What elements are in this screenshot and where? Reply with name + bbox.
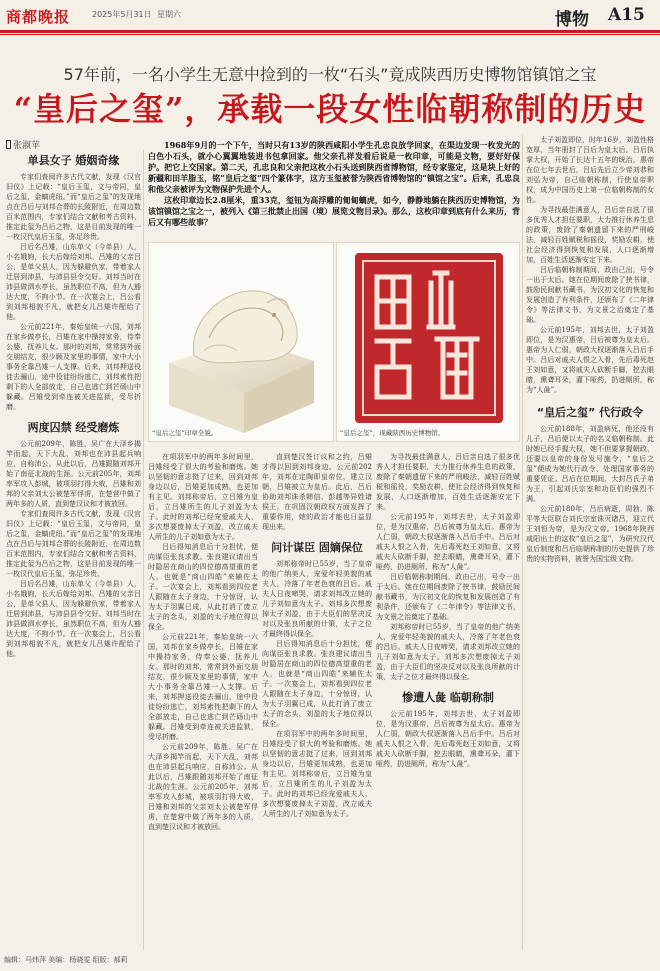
section-title-3: 问计谋臣 固嫡保位 bbox=[271, 541, 363, 554]
col5-paragraph-1: 太子刘盈即位，时年16岁，刘盈性格宽厚，当年册封了吕后为皇太后。吕后执掌大权，开始了长达十五年的统治，惠帝在位七年去世后，吕后先后立少帝刘恭和刘弘为帝，自己临朝称制，行使皇帝职权，成为中国历史上第一位临朝称制的女性。 bbox=[526, 136, 654, 204]
col5-paragraph-6: 公元前180年，吕后病逝，周勃、陈平等大臣联合刘氏宗室诛灭诸吕，迎立代王刘恒为帝，是为汉文帝。1968年陕西咸阳出土的这枚“皇后之玺”，为研究汉代皇后制度和吕后临朝称制的历史提供了珍贵的实物资料，被誉为国宝级文物。 bbox=[526, 505, 654, 563]
masthead-rule bbox=[0, 30, 660, 33]
col3-paragraph-1: 直到楚汉签订议和之约，吕雉才得以回到刘邦身边。公元前202年，刘邦在定陶即皇帝位，建立汉朝，吕雉被立为皇后。此后，吕后协助刘邦诛杀韩信、彭越等异姓诸侯王，在巩固汉朝政权方面发挥了重要作用，她的政治才能也日益显现出来。 bbox=[262, 453, 372, 531]
col5-paragraph-5: 公元前188年，刘盈病死，他还没有儿子，吕后便以太子的名义临朝称制。此时她已经手握大权，她不但要掌握朝政，还要以皇帝的身份发号施令，“皇后之玺”便成为她代行政令、处理国家事务的重要凭证。吕后在位期间，大封吕氏子弟为王，引起刘氏宗室和功臣们的强烈不满。 bbox=[526, 425, 654, 503]
column-3 bbox=[262, 452, 372, 950]
column-2 bbox=[148, 452, 258, 950]
col1-paragraph-6: 吕后名吕雉，山东单父（今单县）人，小名娥姁，长大后嫁给刘邦。吕雉的父亲吕公，是单父县人，因为躲避仇家，带着家人迁居到沛县，与沛县县令交好。刘邦当时在沛县做泗水亭长，虽然职位不高，但为人豁达大度，不拘小节。在一次宴会上，吕公看到刘邦相貌不凡，就把女儿吕雉许配给了他。 bbox=[6, 580, 141, 658]
issue-weekday: 星期六 bbox=[157, 10, 181, 19]
issue-date: 2025年5月31日 bbox=[92, 10, 152, 19]
col4-paragraph-1: 为寻找最佳满意人，吕后亲自选了很多优秀人才担任要职，大力推行休养生息的政策，废除了秦朝遗留下来的严刑峻法，减轻百姓赋税和徭役，奖励农耕，使社会经济得到恢复和发展，人口逐渐增加，百姓生活逐渐安定下来。 bbox=[376, 453, 520, 511]
byline-bracket-icon bbox=[6, 140, 11, 149]
page-footer-credits: 编辑：马炜萍 美编：杨晓雯 组版：郝莉 bbox=[4, 956, 128, 964]
column-4 bbox=[376, 452, 520, 950]
col3-paragraph-2: 刘邦称帝时已55岁，当了皇帝的他广纳美人，宠爱年轻美貌的戚夫人，冷落了年老色衰的吕后。戚夫人日夜啼哭，请求刘邦改立她的儿子刘如意为太子。刘邦多次想废掉太子刘盈，由于大臣们的坚决反对以及张良所献的计策，太子之位才最终得以保全。 bbox=[262, 560, 372, 638]
article-subheadline: 57年前，一名小学生无意中捡到的一枚“石头”竟成陕西历史博物馆镇馆之宝 bbox=[63, 65, 597, 84]
col4-paragraph-5: 公元前195年，刘邦去世，太子刘盈即位，是为汉惠帝，吕后被尊为皇太后。惠帝为人仁弱，朝政大权逐渐落入吕后手中。吕后对戚夫人恨之入骨，先后毒死赵王刘如意，又将戚夫人砍断手脚，挖去眼睛，熏聋耳朵，灌下哑药，扔进厕所，称为“人彘”。 bbox=[376, 710, 520, 768]
col1-paragraph-1: 专家们查阅许多古代文献，发现《汉官旧仪》上记载：“皇后玉玺，文与帝同，皇后之玺，金螭虎纽。”而“皇后之玺”的发现地点在吕后与刘邦合葬的长陵附近，在周边数百米范围内，专家们结合文献和考古资料，推定此玺为吕后之物，这是目前发现的唯一一枚汉代皇后玉玺，弥足珍贵。 bbox=[6, 173, 141, 241]
photo-seal-impression bbox=[336, 242, 520, 442]
col4-paragraph-3: 吕后临朝称制期间，政由己出，号令一出于太后。她在位期间废除了挟书律，鼓励民间献书藏书，为汉初文化的恢复和发展创造了有利条件，还颁布了《二年律令》等法律文书，为文景之治奠定了基础。 bbox=[376, 573, 520, 621]
column-1 bbox=[6, 150, 141, 950]
section-title-2: 两度囚禁 经受磨炼 bbox=[27, 421, 120, 434]
byline-author: 张淑苹 bbox=[13, 141, 41, 151]
col2-paragraph-1: 在项羽军中的两年多时间里，吕雉经受了很大的考验和磨炼。她以坚韧的意志挺了过来，回到刘邦身边以后，吕雉更加成熟，也更加有主见。刘邦称帝后，立吕雉为皇后，立吕雉所生的儿子刘盈为太子。此时的刘邦已经宠爱戚夫人，多次想要废掉太子刘盈，改立戚夫人所生的儿子刘如意为太子。 bbox=[148, 453, 258, 541]
section-name: 博物 bbox=[555, 10, 589, 30]
col1-paragraph-2: 吕后名吕雉，山东单父（今单县）人，小名娥姁，长大后嫁给刘邦。吕雉的父亲吕公，是单父县人，因为躲避仇家，带着家人迁居到沛县，与沛县县令交好。刘邦当时在沛县做泗水亭长，虽然职位不高，但为人豁达大度，不拘小节。在一次宴会上，吕公看到刘邦相貌不凡，就把女儿吕雉许配给了他。 bbox=[6, 243, 141, 321]
section-title-4: 惨遭人彘 临朝称制 bbox=[402, 691, 494, 704]
section-title-5: “皇后之玺” 代行政令 bbox=[536, 406, 644, 419]
lede-paragraph-2: 这枚印章边长2.8厘米，重33克，玺钮为高浮雕的匍匐螭虎，如今，静静地躺在陕西历史博物馆，为该馆镇馆之宝之一，被列入《第三批禁止出国（境）展览文物目录》。那么，这枚印章到底有什么来历，背后又有哪些故事？ bbox=[148, 195, 520, 227]
col3-paragraph-3: 吕后得知消息后十分担忧，便向谋臣张良求教。张良建议请出当时隐居在商山的四位德高望重的老人，也就是“商山四皓”来辅佐太子。一次宴会上，刘邦看到四位老人跟随在太子身边，十分惊讶，认为太子羽翼已成，从此打消了废立太子的念头，刘盈的太子地位得以保全。 bbox=[262, 640, 372, 728]
col1-paragraph-3: 公元前221年，秦始皇统一六国，刘邦在家乡做亭长，吕雉在家中操持家务，侍奉公婆，抚养儿女。那时的刘邦，常常到外面交朋结友，很少顾及家里的事情，家中大小事务全靠吕雉一人支撑。后来，刘邦押送役徒去骊山，途中役徒纷纷逃亡，刘邦索性把剩下的人全部放走，自己也逃亡到芒砀山中躲藏。吕雉受到牵连被关进监狱，受尽折磨。 bbox=[6, 323, 141, 411]
jade-seal-illustration bbox=[149, 243, 335, 443]
column-5 bbox=[526, 135, 654, 950]
seal-impression-illustration bbox=[337, 243, 521, 443]
col1-paragraph-5: 专家们查阅许多古代文献，发现《汉官旧仪》上记载：“皇后玉玺，文与帝同，皇后之玺，金螭虎纽。”而“皇后之玺”的发现地点在吕后与刘邦合葬的长陵附近，在周边数百米范围内，专家们结合文献和考古资料，推定此玺为吕后之物，这是目前发现的唯一一枚汉代皇后玉玺，弥足珍贵。 bbox=[6, 510, 141, 578]
section-title-1: 单县女子 婚姻奇缘 bbox=[27, 154, 120, 167]
col3-paragraph-4: 在项羽军中的两年多时间里，吕雉经受了很大的考验和磨炼。她以坚韧的意志挺了过来，回到刘邦身边以后，吕雉更加成熟，也更加有主见。刘邦称帝后，立吕雉为皇后，立吕雉所生的儿子刘盈为太子。此时的刘邦已经宠爱戚夫人，多次想要废掉太子刘盈，改立戚夫人所生的儿子刘如意为太子。 bbox=[262, 730, 372, 818]
col5-paragraph-4: 公元前195年，刘邦去世，太子刘盈即位，是为汉惠帝，吕后被尊为皇太后。惠帝为人仁弱，朝政大权逐渐落入吕后手中。吕后对戚夫人恨之入骨，先后毒死赵王刘如意，又将戚夫人砍断手脚，挖去眼睛，熏聋耳朵，灌下哑药，扔进厕所，称为“人彘”。 bbox=[526, 326, 654, 394]
col2-paragraph-2: 吕后得知消息后十分担忧，便向谋臣张良求教。张良建议请出当时隐居在商山的四位德高望重的老人，也就是“商山四皓”来辅佐太子。一次宴会上，刘邦看到四位老人跟随在太子身边，十分惊讶，认为太子羽翼已成，从此打消了废立太子的念头，刘盈的太子地位得以保全。 bbox=[148, 543, 258, 631]
col5-paragraph-3: 吕后临朝称制期间，政由己出，号令一出于太后。她在位期间废除了挟书律，鼓励民间献书藏书，为汉初文化的恢复和发展创造了有利条件，还颁布了《二年律令》等法律文书，为文景之治奠定了基础。 bbox=[526, 266, 654, 324]
article-headline: “皇后之玺”，承载一段女性临朝称制的历史 bbox=[13, 90, 647, 128]
article-lede bbox=[148, 140, 520, 240]
page-number: A15 bbox=[608, 5, 645, 25]
masthead-rule-thin bbox=[0, 34, 660, 35]
lede-paragraph-1: 1968年9月的一个下午，当时只有13岁的陕西咸阳小学生孔忠良放学回家，在渠边发现一枚发光的白色小石头，就小心翼翼地装进书包拿回家。他父亲孔祥发看后说是一枚印章，可能是文物，要好好保护。把它上交国家。第二天，孔忠良和父亲把这枚小石头送到陕西省博物馆，经专家鉴定，这是块上好的新疆和田羊脂玉，铭“皇后之玺”四个篆体字，这方玉玺被誉为陕西省博物馆的“镇馆之宝”。后来，孔忠良和他父亲被评为文物保护先进个人。 bbox=[148, 140, 520, 194]
col2-paragraph-3: 公元前221年，秦始皇统一六国，刘邦在家乡做亭长，吕雉在家中操持家务，侍奉公婆，抚养儿女。那时的刘邦，常常到外面交朋结友，很少顾及家里的事情，家中大小事务全靠吕雉一人支撑。后来，刘邦押送役徒去骊山，途中役徒纷纷逃亡，刘邦索性把剩下的人全部放走，自己也逃亡到芒砀山中躲藏。吕雉受到牵连被关进监狱，受尽折磨。 bbox=[148, 633, 258, 741]
col4-paragraph-2: 公元前195年，刘邦去世，太子刘盈即位，是为汉惠帝，吕后被尊为皇太后。惠帝为人仁弱，朝政大权逐渐落入吕后手中。吕后对戚夫人恨之入骨，先后毒死赵王刘如意，又将戚夫人砍断手脚，挖去眼睛，熏聋耳朵，灌下哑药，扔进厕所，称为“人彘”。 bbox=[376, 513, 520, 571]
col1-paragraph-4: 公元前209年，陈胜、吴广在大泽乡揭竿而起，天下大乱，刘邦也在沛县起兵响应，自称沛公。从此以后，吕雉跟随刘邦开始了南征北战的生涯。公元前205年，刘邦率军攻入彭城，被项羽打得大败，吕雉和刘邦的父亲刘太公被楚军俘虏，在楚营中做了两年多的人质，直到楚汉议和才被放回。 bbox=[6, 440, 141, 508]
caption-left: “皇后之玺”印章全貌。 bbox=[152, 429, 218, 437]
masthead bbox=[0, 0, 660, 30]
column-divider bbox=[143, 150, 144, 950]
col5-paragraph-2: 为寻找最佳满意人，吕后亲自选了很多优秀人才担任要职，大力推行休养生息的政策，废除了秦朝遗留下来的严刑峻法，减轻百姓赋税和徭役，奖励农耕，使社会经济得到恢复和发展，人口逐渐增加，百姓生活逐渐安定下来。 bbox=[526, 206, 654, 264]
column-divider-right bbox=[522, 135, 523, 950]
col4-paragraph-4: 刘邦称帝时已55岁，当了皇帝的他广纳美人，宠爱年轻美貌的戚夫人，冷落了年老色衰的吕后。戚夫人日夜啼哭，请求刘邦改立她的儿子刘如意为太子。刘邦多次想废掉太子刘盈，由于大臣们的坚决反对以及张良所献的计策，太子之位才最终得以保全。 bbox=[376, 623, 520, 681]
caption-right: “皇后之玺”，现藏陕西历史博物馆。 bbox=[340, 429, 445, 437]
col2-paragraph-4: 公元前209年，陈胜、吴广在大泽乡揭竿而起，天下大乱，刘邦也在沛县起兵响应，自称沛公。从此以后，吕雉跟随刘邦开始了南征北战的生涯。公元前205年，刘邦率军攻入彭城，被项羽打得大败，吕雉和刘邦的父亲刘太公被楚军俘虏，在楚营中做了两年多的人质，直到楚汉议和才被放回。 bbox=[148, 743, 258, 831]
photo-seal-overview bbox=[148, 242, 334, 442]
newspaper-logo: 商都晚报 bbox=[6, 8, 71, 26]
